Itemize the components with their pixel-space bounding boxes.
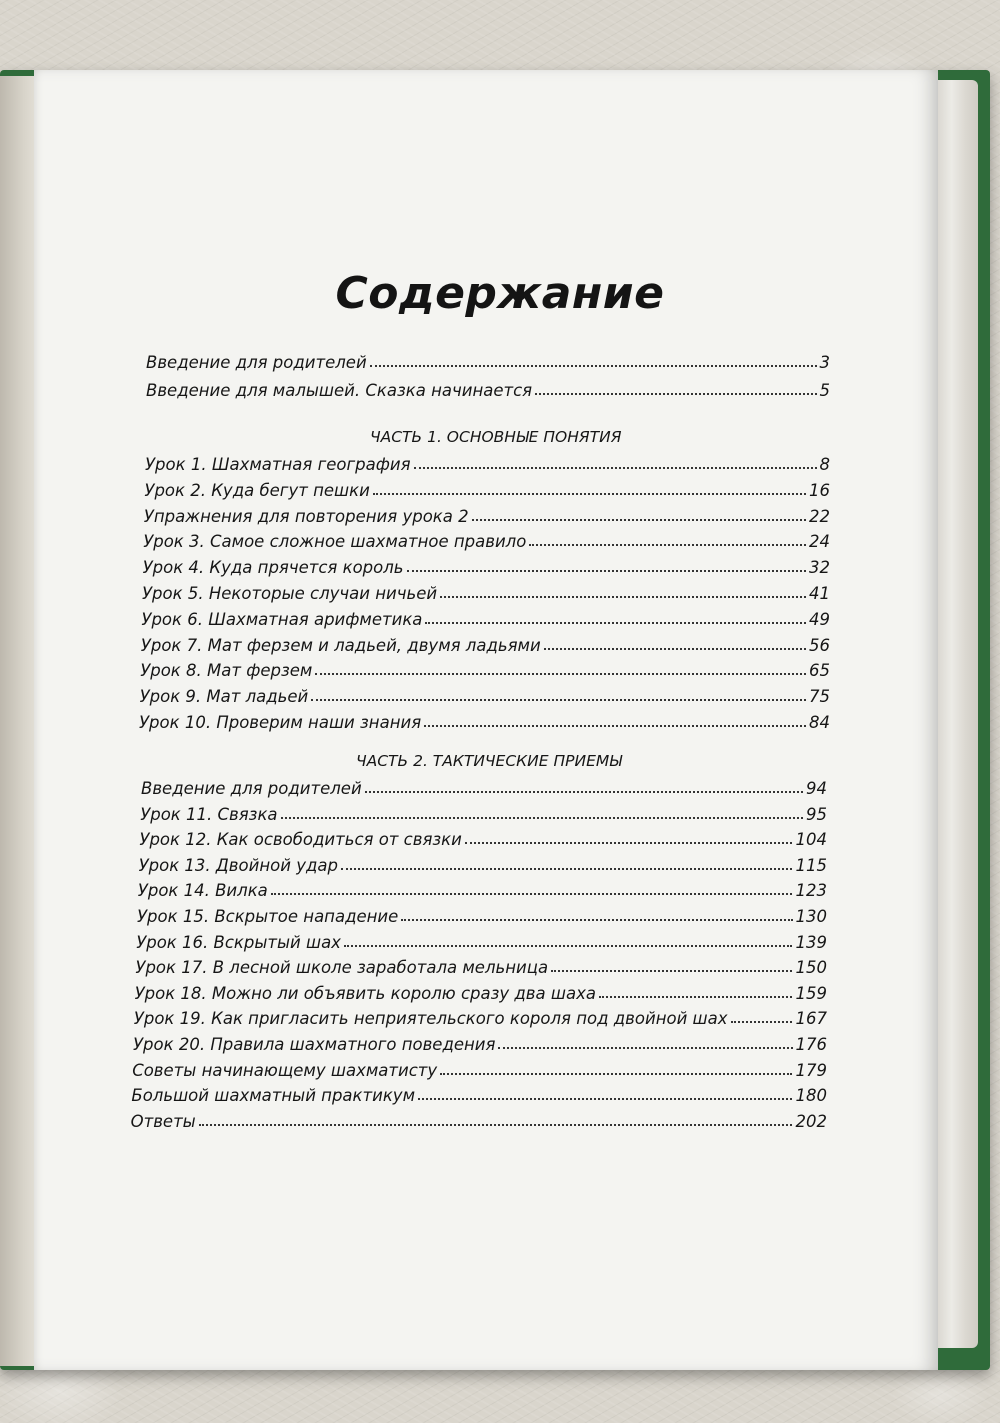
dot-leader xyxy=(271,893,793,895)
toc-entry-page-number: 22 xyxy=(808,506,830,526)
dot-leader xyxy=(731,1021,793,1023)
toc-entry-page-number: 159 xyxy=(795,983,827,1003)
toc-entry xyxy=(143,555,830,577)
toc-entry-label: Урок 18. Можно ли объявить королю сразу два шаха xyxy=(134,983,596,1003)
dot-leader xyxy=(425,622,806,624)
toc-entry-page-number: 16 xyxy=(808,480,830,500)
toc-entry-page-number: 180 xyxy=(795,1086,827,1106)
toc-entry xyxy=(143,529,830,551)
toc-entry xyxy=(136,930,827,952)
toc-entry xyxy=(138,878,827,900)
toc-entry xyxy=(139,827,827,849)
toc-entry-page-number: 176 xyxy=(795,1035,827,1054)
toc-entry-page-number: 94 xyxy=(806,779,827,798)
toc-entry-page-number: 75 xyxy=(808,687,830,707)
toc-entry-page-number: 123 xyxy=(795,881,827,901)
dot-leader xyxy=(465,842,793,844)
toc-entry-label: Урок 17. В лесной школе заработала мельница xyxy=(135,958,549,978)
toc-entry xyxy=(142,581,830,603)
toc-entry-page-number: 56 xyxy=(808,635,830,655)
page-title: Содержание xyxy=(335,268,665,319)
dot-leader xyxy=(315,673,806,675)
dot-leader xyxy=(281,817,803,819)
toc-entry-page-number: 202 xyxy=(795,1111,827,1131)
dot-leader xyxy=(341,868,793,870)
dot-leader xyxy=(344,945,793,947)
dot-leader xyxy=(440,596,806,598)
toc-entry-label: Урок 8. Мат ферзем xyxy=(140,661,313,681)
toc-entry-label: Введение для малышей. Сказка начинается xyxy=(146,381,533,400)
dot-leader xyxy=(498,1047,792,1049)
toc-entry-label: Урок 3. Самое сложное шахматное правило xyxy=(143,532,527,552)
toc-entry xyxy=(135,955,827,977)
toc-entry-page-number: 179 xyxy=(795,1060,827,1080)
toc-entry-label: Ответы xyxy=(130,1111,196,1131)
toc-entry-label: Урок 19. Как пригласить неприятельского короля под двойной шах xyxy=(133,1009,728,1029)
dot-leader xyxy=(535,393,816,395)
toc-entry xyxy=(141,607,830,629)
toc-entry xyxy=(132,1058,827,1080)
toc-entry xyxy=(131,1109,827,1131)
toc-entry-label: Упражнения для повторения урока 2 xyxy=(143,506,469,526)
toc-entry-label: Урок 2. Куда бегут пешки xyxy=(144,480,370,500)
toc-entry xyxy=(141,633,830,655)
toc-entry-page-number: 150 xyxy=(795,958,827,978)
toc-entry-page-number: 65 xyxy=(808,661,830,681)
toc-entry xyxy=(140,658,830,680)
toc-entry-label: Урок 5. Некоторые случаи ничьей xyxy=(142,584,438,603)
toc-entry-page-number: 3 xyxy=(819,353,830,372)
toc-entry xyxy=(140,802,827,824)
toc-entry-page-number: 32 xyxy=(808,558,830,578)
toc-entry xyxy=(139,710,830,732)
toc-entry xyxy=(139,853,827,875)
dot-leader xyxy=(529,544,806,546)
part-heading: ЧАСТЬ 2. ТАКТИЧЕСКИЕ ПРИЕМЫ xyxy=(356,752,622,770)
toc-entry xyxy=(141,776,827,798)
dot-leader xyxy=(370,365,817,367)
dot-leader xyxy=(440,1073,792,1075)
toc-entry-label: Урок 13. Двойной удар xyxy=(138,855,338,875)
toc-entry-label: Большой шахматный практикум xyxy=(131,1086,416,1106)
dot-leader xyxy=(599,996,793,998)
dot-leader xyxy=(199,1124,793,1126)
toc-entry-label: Урок 7. Мат ферзем и ладьей, двумя ладьями xyxy=(140,635,541,655)
toc-entry xyxy=(140,684,830,706)
toc-entry xyxy=(137,904,827,926)
toc-entry-label: Введение для родителей xyxy=(146,353,367,372)
toc-entry-label: Урок 16. Вскрытый шах xyxy=(136,932,341,952)
dot-leader xyxy=(401,919,792,921)
part-heading: ЧАСТЬ 1. ОСНОВНЫЕ ПОНЯТИЯ xyxy=(370,428,622,446)
toc-entry-page-number: 167 xyxy=(795,1009,827,1029)
dot-leader xyxy=(472,519,806,521)
toc-entry-page-number: 49 xyxy=(808,609,830,629)
toc-entry-label: Урок 14. Вилка xyxy=(137,881,268,901)
dot-leader xyxy=(424,725,806,727)
dot-leader xyxy=(551,970,792,972)
toc-entry-page-number: 130 xyxy=(795,907,827,926)
toc-entry xyxy=(131,1083,827,1105)
toc-entry xyxy=(144,504,830,526)
toc-entry-label: Урок 1. Шахматная география xyxy=(145,455,411,474)
toc-entry-page-number: 41 xyxy=(809,584,830,603)
toc-entry-page-number: 139 xyxy=(795,932,827,952)
toc-entry-label: Урок 10. Проверим наши знания xyxy=(139,713,422,732)
dot-leader xyxy=(414,467,817,469)
toc-entry-page-number: 95 xyxy=(805,804,827,824)
toc-entry xyxy=(146,350,830,372)
toc-entry-page-number: 8 xyxy=(819,455,830,474)
toc-entry-label: Урок 9. Мат ладьей xyxy=(139,687,309,707)
dot-leader xyxy=(373,493,806,495)
toc-entry-page-number: 115 xyxy=(795,855,827,875)
toc-entry-page-number: 104 xyxy=(795,830,827,850)
toc-entry-label: Урок 15. Вскрытое нападение xyxy=(137,907,399,926)
toc-entry-label: Урок 20. Правила шахматного поведения xyxy=(133,1035,496,1054)
toc-entry xyxy=(133,1032,827,1054)
toc-entry-label: Урок 6. Шахматная арифметика xyxy=(141,609,423,629)
toc-entry-label: Советы начинающему шахматисту xyxy=(132,1060,438,1080)
toc-entry xyxy=(146,378,830,400)
toc-entry-label: Урок 11. Связка xyxy=(140,804,278,824)
toc-entry xyxy=(144,478,830,500)
toc-entry-page-number: 5 xyxy=(819,381,830,400)
dot-leader xyxy=(544,648,806,650)
dot-leader xyxy=(365,791,803,793)
toc-entry-page-number: 84 xyxy=(809,713,830,732)
toc-entry-label: Урок 12. Как освободиться от связки xyxy=(139,830,462,850)
dot-leader xyxy=(311,699,806,701)
toc-entry xyxy=(145,452,830,474)
toc-entry-label: Урок 4. Куда прячется король xyxy=(142,558,404,578)
toc-entry-page-number: 24 xyxy=(808,532,830,552)
dot-leader xyxy=(418,1098,792,1100)
dot-leader xyxy=(407,570,806,572)
toc-entry xyxy=(134,1006,827,1028)
toc-entry-label: Введение для родителей xyxy=(141,779,362,798)
toc-entry xyxy=(135,981,827,1003)
